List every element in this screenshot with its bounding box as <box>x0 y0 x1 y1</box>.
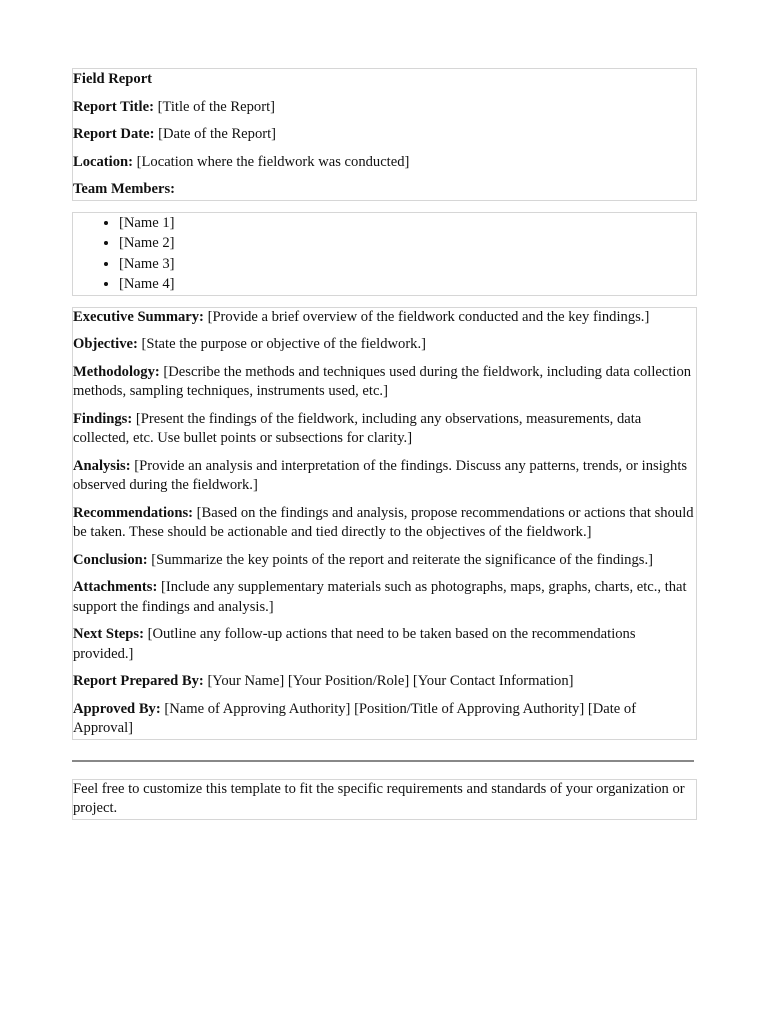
field-label: Report Title: <box>73 98 154 115</box>
section-text: [Your Name] [Your Position/Role] [Your Contact Information] <box>207 673 574 689</box>
team-members-list <box>73 213 696 295</box>
field-label: Location: <box>73 153 133 170</box>
document-page <box>72 68 697 820</box>
section-text: [Summarize the key points of the report and reiterate the significance of the findings.] <box>151 551 653 568</box>
section-text: [Name of Approving Authority] [Position/Title of Approving Authority] [Date of Approval] <box>73 700 637 736</box>
section-label: Analysis: <box>73 457 131 474</box>
section-label: Conclusion: <box>73 551 148 568</box>
report-heading: Field Report <box>73 71 153 87</box>
section-approved-by <box>73 700 696 739</box>
team-members-field <box>73 180 696 200</box>
section-label: Next Steps: <box>73 626 144 642</box>
section-recommendations <box>73 504 696 543</box>
section-text: [Present the findings of the fieldwork, including any observations, measurements, data collected, etc. Use bullet points or subsections for clarity.] <box>73 410 642 446</box>
section-text: [Provide an analysis and interpretation of the findings. Discuss any patterns, trends, or insights observed during the fieldwork.] <box>73 457 688 493</box>
section-label: Report Prepared By: <box>73 673 204 689</box>
report-sections-box <box>72 307 697 740</box>
section-findings <box>73 410 696 449</box>
field-label: Report Date: <box>73 126 155 142</box>
section-label: Recommendations: <box>73 504 193 521</box>
section-methodology <box>73 363 696 402</box>
section-text: [Outline any follow-up actions that need to be taken based on the recommendations provided.] <box>73 626 636 662</box>
field-label: Team Members: <box>73 181 175 197</box>
section-label: Methodology: <box>73 363 160 380</box>
section-label: Approved By: <box>73 700 161 717</box>
list-item: • [Name 2] <box>119 233 696 254</box>
section-prepared-by <box>73 672 696 692</box>
section-conclusion <box>73 551 696 571</box>
footer-note: Feel free to customize this template to fit the specific requirements and standards of your organization or project. <box>73 780 685 816</box>
section-analysis <box>73 457 696 496</box>
field-value: [Location where the fieldwork was conducted] <box>136 153 410 170</box>
section-text: [Based on the findings and analysis, propose recommendations or actions that should be taken. These should be actionable and tied directly to the objectives of the fieldwork.] <box>73 504 694 540</box>
section-label: Findings: <box>73 410 133 427</box>
field-value: [Date of the Report] <box>158 126 277 142</box>
section-next-steps <box>73 625 696 664</box>
footer-note-box <box>72 779 697 820</box>
section-objective <box>73 335 696 355</box>
team-members-box <box>72 212 697 296</box>
section-label: Attachments: <box>73 579 158 595</box>
list-item: • [Name 3] <box>119 254 696 275</box>
section-executive-summary <box>73 308 696 328</box>
list-item: • [Name 1] <box>119 213 696 234</box>
section-label: Objective: <box>73 336 138 352</box>
field-value: [Title of the Report] <box>157 98 276 115</box>
section-attachments <box>73 578 696 617</box>
location-field <box>73 153 696 173</box>
section-text: [Include any supplementary materials such as photographs, maps, graphs, charts, etc., that support the findings and analysis.] <box>73 579 687 615</box>
report-date-field <box>73 125 696 145</box>
section-text: [Provide a brief overview of the fieldwork conducted and the key findings.] <box>207 308 650 325</box>
section-text: [Describe the methods and techniques used during the fieldwork, including data collection methods, sampling techniques, instruments used, etc.] <box>73 363 692 399</box>
list-item: • [Name 4] <box>119 274 696 295</box>
section-label: Executive Summary: <box>73 308 204 325</box>
section-text: [State the purpose or objective of the fieldwork.] <box>141 336 426 352</box>
report-title-field <box>73 98 696 118</box>
horizontal-divider <box>72 760 694 762</box>
report-header-box <box>72 68 697 201</box>
